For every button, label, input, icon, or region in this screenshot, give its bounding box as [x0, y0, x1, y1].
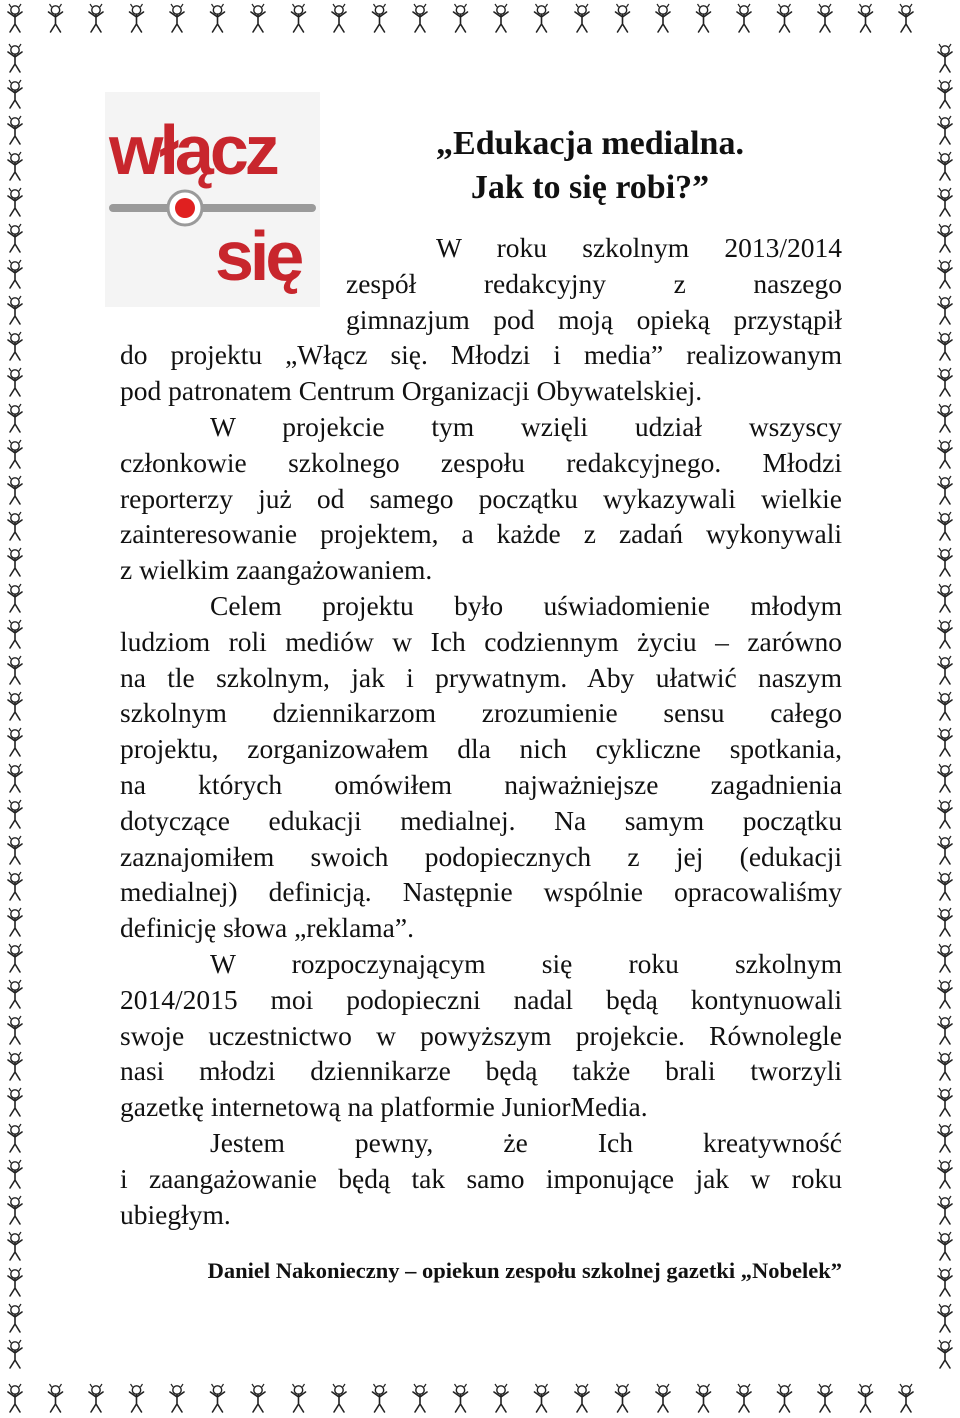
child-figure-icon	[8, 332, 22, 360]
child-figure-icon	[8, 512, 22, 540]
child-figure-icon	[938, 116, 952, 144]
child-figure-icon	[494, 4, 508, 32]
child-figure-icon	[292, 1384, 306, 1412]
child-figure-icon	[938, 476, 952, 504]
child-figure-icon	[938, 404, 952, 432]
paragraph-2	[120, 409, 842, 588]
child-figure-icon	[938, 584, 952, 612]
paragraph-3-line: projektu, zorganizowałem dla nich cykliczne spotkania,	[120, 733, 842, 765]
child-figure-icon	[8, 620, 22, 648]
child-figure-icon	[535, 1384, 549, 1412]
paragraph-5	[120, 1125, 842, 1232]
child-figure-icon	[454, 4, 468, 32]
child-figure-icon	[8, 476, 22, 504]
title-line-2: Jak to się robi?”	[470, 169, 710, 206]
paragraph-1-line: zespół redakcyjny z naszego	[346, 267, 842, 299]
child-figure-icon	[8, 1232, 22, 1260]
child-figure-icon	[49, 1384, 63, 1412]
child-figure-icon	[8, 80, 22, 108]
child-figure-icon	[292, 4, 306, 32]
paragraph-5-line: i zaangażowanie będą tak samo imponujące jak w roku	[120, 1162, 842, 1194]
child-figure-icon	[8, 908, 22, 936]
child-figure-icon	[938, 1052, 952, 1080]
child-figure-icon	[938, 1340, 952, 1368]
child-figure-icon	[938, 1124, 952, 1152]
paragraph-2-line: reporterzy już od samego początku wykazywali wielkie	[120, 482, 842, 514]
paragraph-3	[120, 588, 842, 946]
child-figure-icon	[89, 4, 103, 32]
child-figure-icon	[938, 908, 952, 936]
child-figure-icon	[697, 4, 711, 32]
child-figure-icon	[938, 152, 952, 180]
paragraph-3-line: na których omówiłem najważniejsze zagadnienia	[120, 768, 842, 800]
paragraph-1	[120, 230, 842, 409]
child-figure-icon	[8, 1160, 22, 1188]
child-figure-icon	[8, 944, 22, 972]
logo-slider-track	[109, 204, 316, 212]
child-figure-icon	[8, 1268, 22, 1296]
child-figure-icon	[8, 368, 22, 396]
paragraph-3-line: na tle szkolnym, jak i prywatnym. Aby ułatwić naszym	[120, 661, 842, 693]
child-figure-icon	[938, 368, 952, 396]
paragraph-4-line: swoje uczestnictwo w powyższym projekcie. Równolegle	[120, 1019, 842, 1051]
child-figure-icon	[656, 1384, 670, 1412]
child-figure-icon	[938, 764, 952, 792]
child-figure-icon	[899, 1384, 913, 1412]
child-figure-icon	[8, 260, 22, 288]
child-figure-icon	[938, 332, 952, 360]
paragraph-3-line: dotyczące edukacji medialnej. Na samym początku	[120, 804, 842, 836]
logo-text-sie: się	[215, 217, 301, 295]
child-figure-icon	[535, 4, 549, 32]
child-figure-icon	[8, 1052, 22, 1080]
child-figure-icon	[8, 44, 22, 72]
child-figure-icon	[8, 440, 22, 468]
child-figure-icon	[89, 1384, 103, 1412]
child-figure-icon	[818, 4, 832, 32]
child-figure-icon	[49, 4, 63, 32]
child-figure-icon	[938, 1232, 952, 1260]
child-figure-icon	[818, 1384, 832, 1412]
child-figure-icon	[251, 4, 265, 32]
paragraph-2-line: z wielkim zaangażowaniem.	[120, 554, 433, 586]
child-figure-icon	[859, 4, 873, 32]
child-figure-icon	[8, 188, 22, 216]
child-figure-icon	[938, 1016, 952, 1044]
child-figure-icon	[616, 1384, 630, 1412]
paragraph-5-line: ubiegłym.	[120, 1198, 231, 1230]
child-figure-icon	[8, 692, 22, 720]
paragraph-4-line: W rozpoczynającym się roku szkolnym	[210, 948, 842, 979]
child-figure-icon	[938, 1304, 952, 1332]
child-figure-icon	[8, 224, 22, 252]
child-figure-icon	[413, 1384, 427, 1412]
child-figure-icon	[130, 4, 144, 32]
child-figure-icon	[938, 872, 952, 900]
child-figure-icon	[8, 800, 22, 828]
child-figure-icon	[938, 548, 952, 576]
child-figure-icon	[938, 1088, 952, 1116]
child-figure-icon	[938, 800, 952, 828]
child-figure-icon	[778, 4, 792, 32]
child-figure-icon	[938, 620, 952, 648]
child-figure-icon	[170, 4, 184, 32]
child-figure-icon	[130, 1384, 144, 1412]
paragraph-3-line: zaznajomiłem swoich podopiecznych z jej (edukacji	[120, 840, 842, 872]
child-figure-icon	[8, 728, 22, 756]
child-figure-icon	[656, 4, 670, 32]
child-figure-icon	[737, 4, 751, 32]
paragraph-2-line: W projekcie tym wzięli udział wszyscy	[210, 411, 842, 442]
paragraph-1-line: gimnazjum pod moją opieką przystąpił	[346, 303, 842, 335]
signature: Daniel Nakonieczny – opiekun zespołu szkolnej gazetki „Nobelek”	[207, 1258, 842, 1283]
child-figure-icon	[8, 1304, 22, 1332]
child-figure-icon	[737, 1384, 751, 1412]
child-figure-icon	[938, 260, 952, 288]
paragraph-2-line: zainteresowanie projektem, a każde z zadań wykonywali	[120, 518, 842, 550]
child-figure-icon	[938, 512, 952, 540]
child-figure-icon	[938, 656, 952, 684]
child-figure-icon	[8, 152, 22, 180]
child-figure-icon	[938, 224, 952, 252]
child-figure-icon	[938, 944, 952, 972]
paragraph-4	[120, 946, 842, 1125]
article-title	[330, 122, 850, 210]
child-figure-icon	[899, 4, 913, 32]
title-line-1: „Edukacja medialna.	[436, 125, 744, 162]
paragraph-1-line: W roku szkolnym 2013/2014	[436, 232, 842, 263]
child-figure-icon	[697, 1384, 711, 1412]
child-figure-icon	[251, 1384, 265, 1412]
child-figure-icon	[8, 1384, 22, 1412]
child-figure-icon	[8, 1340, 22, 1368]
child-figure-icon	[373, 1384, 387, 1412]
paragraph-1-line: pod patronatem Centrum Organizacji Obywatelskiej.	[120, 375, 703, 407]
paragraph-4-line: 2014/2015 moi podopieczni nadal będą kontynuowali	[120, 983, 842, 1015]
child-figure-icon	[8, 584, 22, 612]
child-figure-icon	[938, 1196, 952, 1224]
child-figure-icon	[938, 728, 952, 756]
child-figure-icon	[938, 296, 952, 324]
child-figure-icon	[575, 1384, 589, 1412]
child-figure-icon	[8, 656, 22, 684]
child-figure-icon	[859, 1384, 873, 1412]
paragraph-3-line: medialnej) definicją. Następnie wspólnie opracowaliśmy	[120, 876, 842, 908]
child-figure-icon	[8, 404, 22, 432]
child-figure-icon	[211, 4, 225, 32]
child-figure-icon	[413, 4, 427, 32]
child-figure-icon	[938, 692, 952, 720]
child-figure-icon	[8, 1196, 22, 1224]
child-figure-icon	[8, 836, 22, 864]
child-figure-icon	[938, 1268, 952, 1296]
child-figure-icon	[170, 1384, 184, 1412]
paragraph-3-line: definicję słowa „reklama”.	[120, 912, 414, 944]
child-figure-icon	[8, 4, 22, 32]
child-figure-icon	[8, 872, 22, 900]
child-figure-icon	[616, 4, 630, 32]
child-figure-icon	[938, 440, 952, 468]
child-figure-icon	[938, 980, 952, 1008]
child-figure-icon	[494, 1384, 508, 1412]
paragraph-3-line: Celem projektu było uświadomienie młodym	[210, 590, 842, 621]
child-figure-icon	[454, 1384, 468, 1412]
child-figure-icon	[332, 4, 346, 32]
child-figure-icon	[373, 4, 387, 32]
child-figure-icon	[8, 764, 22, 792]
child-figure-icon	[938, 1160, 952, 1188]
child-figure-icon	[938, 188, 952, 216]
paragraph-3-line: ludziom roli mediów w Ich codziennym życiu – zarówno	[120, 625, 842, 657]
child-figure-icon	[8, 1124, 22, 1152]
logo-text-wlacz: włącz	[109, 111, 276, 189]
paragraph-5-line: Jestem pewny, że Ich kreatywność	[210, 1127, 842, 1158]
paragraph-1-line: do projektu „Włącz się. Młodzi i media” realizowanym	[120, 339, 842, 371]
paragraph-2-line: członkowie szkolnego zespołu redakcyjnego. Młodzi	[120, 446, 842, 478]
child-figure-icon	[211, 1384, 225, 1412]
child-figure-icon	[938, 836, 952, 864]
child-figure-icon	[8, 116, 22, 144]
child-figure-icon	[8, 1016, 22, 1044]
child-figure-icon	[8, 980, 22, 1008]
paragraph-4-line: nasi młodzi dziennikarze będą także brali tworzyli	[120, 1055, 842, 1087]
child-figure-icon	[938, 80, 952, 108]
paragraph-4-line: gazetkę internetową na platformie JuniorMedia.	[120, 1091, 648, 1123]
child-figure-icon	[8, 296, 22, 324]
child-figure-icon	[8, 1088, 22, 1116]
child-figure-icon	[575, 4, 589, 32]
child-figure-icon	[332, 1384, 346, 1412]
paragraph-3-line: szkolnym dziennikarzom zrozumienie sensu całego	[120, 697, 842, 729]
child-figure-icon	[938, 44, 952, 72]
child-figure-icon	[778, 1384, 792, 1412]
child-figure-icon	[8, 548, 22, 576]
